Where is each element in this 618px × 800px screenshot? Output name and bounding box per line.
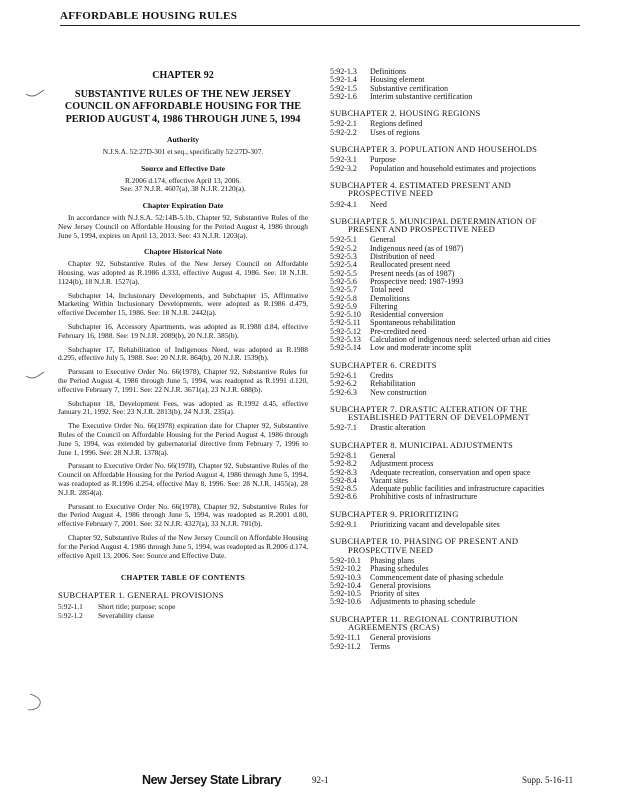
toc-entry-title: Population and household estimates and projections bbox=[370, 163, 536, 173]
toc-right bbox=[330, 109, 592, 651]
toc-entry-title: Drastic alteration bbox=[370, 423, 426, 433]
subchapter-heading-text: SUBCHAPTER 10. PHASING OF PRESENT AND bbox=[330, 536, 519, 547]
toc-entry-title: Prohibitive costs of infrastructure bbox=[370, 492, 478, 502]
toc-entry bbox=[330, 344, 592, 352]
subchapter-heading-text: SUBCHAPTER 11. REGIONAL CONTRIBUTION bbox=[330, 613, 518, 624]
subchapter-heading-text: SUBCHAPTER 6. CREDITS bbox=[330, 359, 437, 370]
toc-entry-title: Filtering bbox=[370, 301, 398, 311]
toc-entry-number: 5:92-5.12 bbox=[330, 326, 361, 336]
margin-mark-icon bbox=[24, 368, 46, 382]
toc-entry bbox=[330, 493, 592, 501]
toc-entry-title: Uses of regions bbox=[370, 127, 420, 137]
subchapter-heading-text: SUBCHAPTER 5. MUNICIPAL DETERMINATION OF bbox=[330, 215, 537, 226]
source-line: R.2006 d.174, effective April 13, 2006. bbox=[124, 175, 242, 185]
subchapter-heading-continued: PROSPECTIVE NEED bbox=[348, 544, 434, 555]
toc-entry bbox=[58, 612, 308, 621]
authority-heading: Authority bbox=[166, 135, 200, 145]
subchapter-heading bbox=[330, 405, 592, 422]
subchapter-heading-continued: ESTABLISHED PATTERN OF DEVELOPMENT bbox=[348, 412, 530, 423]
toc-entry-number: 5:92-1.6 bbox=[330, 91, 357, 101]
history-paragraph: Subchapter 17, Rehabilitation of Indigenous Need, was adopted as R.1988 d.295, effective July 5, 1988. See: 20 N.J.R. 864(b), 20 N.J.R. 1539(b). bbox=[58, 344, 308, 363]
toc-entry-title: Commencement date of phasing schedule bbox=[370, 572, 504, 582]
toc-entry-title: Calculation of indigenous need: selected urban aid cities bbox=[370, 335, 551, 345]
source-line: See: 37 N.J.R. 4607(a), 38 N.J.R. 2120(a). bbox=[120, 184, 246, 194]
toc-entry bbox=[330, 389, 592, 397]
toc-entry-number: 5:92-11.1 bbox=[330, 633, 361, 643]
toc-entry bbox=[330, 201, 592, 209]
toc-entry-number: 5:92-7.1 bbox=[330, 423, 357, 433]
history-paragraph: Pursuant to Executive Order No. 66(1978), Chapter 92, Substantive Rules of the Council on Affordable Housing for the Period August 4, 1986 through June 5, 1994, was readopted as R.1996 d.254, effective May 8, 1996. See: 28 N.J.R. 1455(a), 28 N.J.R. 2854(a). bbox=[58, 461, 308, 497]
toc-entry bbox=[330, 598, 592, 606]
toc-entry-number: 5:92-5.4 bbox=[330, 260, 357, 270]
toc-right-top bbox=[330, 68, 592, 101]
toc-entry-number: 5:92-5.10 bbox=[330, 310, 361, 320]
subchapter-heading bbox=[58, 591, 308, 600]
toc-entry-title: General bbox=[370, 235, 396, 245]
toc-entry bbox=[330, 643, 592, 651]
toc-entry bbox=[330, 129, 592, 137]
toc-entry-number: 5:92-6.3 bbox=[330, 387, 357, 397]
toc-entry-number: 5:92-5.14 bbox=[330, 343, 361, 353]
toc-entry-number: 5:92-1.1 bbox=[58, 601, 83, 611]
subchapter-heading bbox=[330, 145, 592, 153]
toc-entry-number: 5:92-2.2 bbox=[330, 127, 357, 137]
subchapter-heading-text: SUBCHAPTER 9. PRIORITIZING bbox=[330, 508, 459, 519]
margin-bracket-icon bbox=[24, 692, 46, 712]
toc-left bbox=[58, 591, 308, 620]
toc-entry-number: 5:92-8.6 bbox=[330, 492, 357, 502]
subchapter-heading bbox=[330, 510, 592, 518]
toc-entry-title: Phasing plans bbox=[370, 555, 415, 565]
toc-entry-number: 5:92-3.1 bbox=[330, 155, 357, 165]
toc-entry-number: 5:92-9.1 bbox=[330, 520, 357, 530]
history-paragraph: Pursuant to Executive Order No. 66(1978), Chapter 92, Substantive Rules for the Period August 4, 1986 through June 5, 1994, was readopted as R.1991 d.120, effective February 7, 1991. See: 22 N.J.R. 3671(a), 23 N.J.R. 688(b). bbox=[58, 367, 308, 394]
footer-supplement: Supp. 5-16-11 bbox=[522, 775, 574, 785]
authority-text: N.J.S.A. 52:27D-301 et seq., specifically 52:27D-307. bbox=[102, 147, 264, 157]
chapter-number: CHAPTER 92 bbox=[152, 70, 214, 81]
toc-entry-title: Reallocated present need bbox=[370, 260, 450, 270]
toc-entry-number: 5:92-10.1 bbox=[330, 555, 361, 565]
subchapter-heading-continued: AGREEMENTS (RCAS) bbox=[348, 622, 440, 633]
running-header: AFFORDABLE HOUSING RULES bbox=[60, 10, 580, 26]
toc-entry-number: 5:92-5.6 bbox=[330, 276, 357, 286]
toc-entry-number: 5:92-1.4 bbox=[330, 75, 357, 85]
toc-entry-number: 5:92-8.1 bbox=[330, 450, 357, 460]
toc-entry-title: Regions defined bbox=[370, 119, 423, 129]
toc-entry-number: 5:92-8.5 bbox=[330, 484, 357, 494]
right-column bbox=[330, 68, 592, 651]
toc-entry-number: 5:92-5.8 bbox=[330, 293, 357, 303]
toc-entry-number: 5:92-10.5 bbox=[330, 589, 361, 599]
subchapter-heading-text: SUBCHAPTER 2. HOUSING REGIONS bbox=[330, 108, 481, 119]
toc-entry-title: Credits bbox=[370, 370, 394, 380]
subchapter-heading-text: SUBCHAPTER 4. ESTIMATED PRESENT AND bbox=[330, 179, 511, 190]
toc-entry-title: New construction bbox=[370, 387, 427, 397]
toc-entry-title: Adequate recreation, conservation and open space bbox=[370, 467, 531, 477]
toc-entry-number: 5:92-8.2 bbox=[330, 459, 357, 469]
expiration-text: In accordance with N.J.S.A. 52:14B-5.1b, Chapter 92, Substantive Rules of the New Jersey Council on Affordable Housing for the Period August 4, 1986 through June 5, 1994, expires on April 13, 2013. See: 43 N.J.R. 1203(a). bbox=[58, 213, 308, 240]
toc-entry-title: General provisions bbox=[370, 580, 431, 590]
subchapter-heading-text: SUBCHAPTER 8. MUNICIPAL ADJUSTMENTS bbox=[330, 439, 514, 450]
toc-entry-title: Adequate public facilities and infrastructure capacities bbox=[370, 484, 545, 494]
toc-entry bbox=[330, 521, 592, 529]
history-heading: Chapter Historical Note bbox=[144, 247, 222, 257]
toc-entry bbox=[330, 424, 592, 432]
footer-page-number: 92-1 bbox=[312, 775, 329, 785]
toc-entry-number: 5:92-3.2 bbox=[330, 163, 357, 173]
toc-entry-number: 5:92-5.1 bbox=[330, 235, 357, 245]
toc-entry-title: Adjustments to phasing schedule bbox=[370, 597, 476, 607]
toc-entry-number: 5:92-5.11 bbox=[330, 318, 361, 328]
toc-entry-number: 5:92-4.1 bbox=[330, 199, 357, 209]
toc-entry-title: Severability clause bbox=[98, 610, 155, 620]
subchapter-heading bbox=[330, 217, 592, 234]
toc-entry-number: 5:92-5.2 bbox=[330, 243, 357, 253]
toc-entry-title: Present needs (as of 1987) bbox=[370, 268, 455, 278]
subchapter-heading-text: SUBCHAPTER 1. GENERAL PROVISIONS bbox=[58, 590, 224, 601]
toc-entry-number: 5:92-5.9 bbox=[330, 301, 357, 311]
chapter-title: SUBSTANTIVE RULES OF THE NEW JERSEY COUNCIL ON AFFORDABLE HOUSING FOR THE PERIOD AUGUST 4, 1986 THROUGH JUNE 5, 1994 bbox=[64, 88, 302, 125]
toc-entry-title: Pre-credited need bbox=[370, 326, 427, 336]
toc-entry-title: Spontaneous rehabilitation bbox=[370, 318, 456, 328]
toc-entry-title: Substantive certification bbox=[370, 83, 448, 93]
left-column bbox=[58, 68, 308, 621]
toc-entry-number: 5:92-10.2 bbox=[330, 564, 361, 574]
toc-entry-title: Definitions bbox=[370, 67, 406, 76]
subchapter-heading bbox=[330, 361, 592, 369]
toc-entry-number: 5:92-1.2 bbox=[58, 610, 83, 620]
toc-entry bbox=[330, 93, 592, 101]
toc-entry-number: 5:92-10.6 bbox=[330, 597, 361, 607]
toc-entry-number: 5:92-8.3 bbox=[330, 467, 357, 477]
toc-entry-title: Short title; purpose; scope bbox=[98, 601, 176, 611]
toc-entry-title: Demolitions bbox=[370, 293, 410, 303]
toc-entry-title: Rehabilitation bbox=[370, 379, 416, 389]
subchapter-heading bbox=[330, 441, 592, 449]
subchapter-heading-continued: PROSPECTIVE NEED bbox=[348, 188, 434, 199]
expiration-heading: Chapter Expiration Date bbox=[142, 201, 224, 211]
toc-entry-number: 5:92-6.2 bbox=[330, 379, 357, 389]
toc-entry-title: Prospective need: 1987-1993 bbox=[370, 276, 464, 286]
toc-entry-number: 5:92-8.4 bbox=[330, 475, 357, 485]
subchapter-heading-text: SUBCHAPTER 7. DRASTIC ALTERATION OF THE bbox=[330, 403, 528, 414]
history-paragraph: Pursuant to Executive Order No. 66(1978), Chapter 92, Substantive Rules for the Period August 4, 1986 through June 5, 1994, was readopted as R.2001 d.80, effective February 7, 2001. See: 32 N.J.R. 4327(a), 33 N.J.R. 781(b). bbox=[58, 501, 308, 529]
toc-entry-title: Residential conversion bbox=[370, 310, 444, 320]
history-paragraph: Chapter 92, Substantive Rules of the New Jersey Council on Affordable Housing for the Period August 4, 1986 through June 5, 1994, was readopted as R.2006 d.174, effective April 13, 2006. See: Source and Effective Date. bbox=[58, 532, 308, 560]
toc-entry-number: 5:92-1.3 bbox=[330, 67, 357, 76]
toc-entry-number: 5:92-1.5 bbox=[330, 83, 357, 93]
toc-entry-title: General bbox=[370, 450, 396, 460]
toc-entry-number: 5:92-10.4 bbox=[330, 580, 361, 590]
toc-entry-number: 5:92-10.3 bbox=[330, 572, 361, 582]
toc-entry-title: Distribution of need bbox=[370, 252, 435, 262]
toc-entry-title: Phasing schedules bbox=[370, 564, 429, 574]
subchapter-heading bbox=[330, 615, 592, 632]
toc-entry-title: Housing element bbox=[370, 75, 425, 85]
toc-entry-title: Terms bbox=[370, 641, 390, 651]
toc-entry-title: Interim substantive certification bbox=[370, 91, 473, 101]
subchapter-heading-text: SUBCHAPTER 3. POPULATION AND HOUSEHOLDS bbox=[330, 144, 538, 155]
toc-entry-title: Total need bbox=[370, 285, 404, 295]
toc-entry-number: 5:92-5.3 bbox=[330, 252, 357, 262]
source-heading: Source and Effective Date bbox=[140, 163, 225, 173]
subchapter-heading bbox=[330, 109, 592, 117]
subchapter-heading-continued: PRESENT AND PROSPECTIVE NEED bbox=[348, 224, 496, 235]
toc-entry bbox=[330, 165, 592, 173]
toc-entry-number: 5:92-2.1 bbox=[330, 119, 357, 129]
toc-entry-title: General provisions bbox=[370, 633, 431, 643]
toc-entry-number: 5:92-5.13 bbox=[330, 335, 361, 345]
toc-entry-title: Purpose bbox=[370, 155, 396, 165]
toc-entry-title: Adjustment process bbox=[370, 459, 434, 469]
toc-entry-number: 5:92-5.7 bbox=[330, 285, 357, 295]
toc-entry-number: 5:92-5.5 bbox=[330, 268, 357, 278]
toc-entry-title: Prioritizing vacant and developable sites bbox=[370, 520, 500, 530]
subchapter-heading bbox=[330, 537, 592, 554]
footer-library-stamp: New Jersey State Library bbox=[142, 773, 282, 787]
toc-entry-title: Vacant sites bbox=[370, 475, 408, 485]
subchapter-heading bbox=[330, 181, 592, 198]
toc-entry-number: 5:92-6.1 bbox=[330, 370, 357, 380]
toc-entry-number: 5:92-11.2 bbox=[330, 641, 361, 651]
history-paragraph: Chapter 92, Substantive Rules of the New Jersey Council on Affordable Housing, was adopted as R.1986 d.333, effective August 4, 1986. See: 18 N.J.R. 1124(b), 18 N.J.R. 1527(a). bbox=[58, 259, 308, 286]
margin-mark-icon bbox=[24, 86, 46, 100]
history-paragraph: Subchapter 16, Accessory Apartments, was adopted as R.1988 d.84, effective February 16, 1988. See: 19 N.J.R. 2089(b), 20 N.J.R. 385(b). bbox=[58, 322, 308, 340]
toc-entry-title: Indigenous need (as of 1987) bbox=[370, 243, 464, 253]
history-paragraph: Subchapter 18, Development Fees, was adopted as R.1992 d.45, effective January 21, 1992. See: 23 N.J.R. 2813(b), 24 N.J.R. 235(a). bbox=[58, 398, 308, 417]
toc-entry-title: Low and moderate income split bbox=[370, 343, 472, 353]
toc-entry-title: Need bbox=[370, 199, 387, 209]
toc-entry bbox=[58, 603, 308, 612]
history-paragraph: The Executive Order No. 66(1978) expiration date for Chapter 92, Substantive Rules of the Council on Affordable Housing for the Period August 4, 1986 through June 5, 1994, was extended by gubernatorial directive from February 7, 1996 to June 1, 1996. See: 28 N.J.R. 1378(a). bbox=[58, 421, 308, 457]
history-paragraph: Subchapter 14, Inclusionary Developments, and Subchapter 15, Affirmative Marketing Within Inclusionary Developments, were adopted as R.1986 d.479, effective December 15, 1986. See: 18 N.J.R. 2442(a). bbox=[58, 290, 308, 318]
toc-heading: CHAPTER TABLE OF CONTENTS bbox=[120, 573, 246, 583]
toc-entry-title: Priority of sites bbox=[370, 589, 420, 599]
